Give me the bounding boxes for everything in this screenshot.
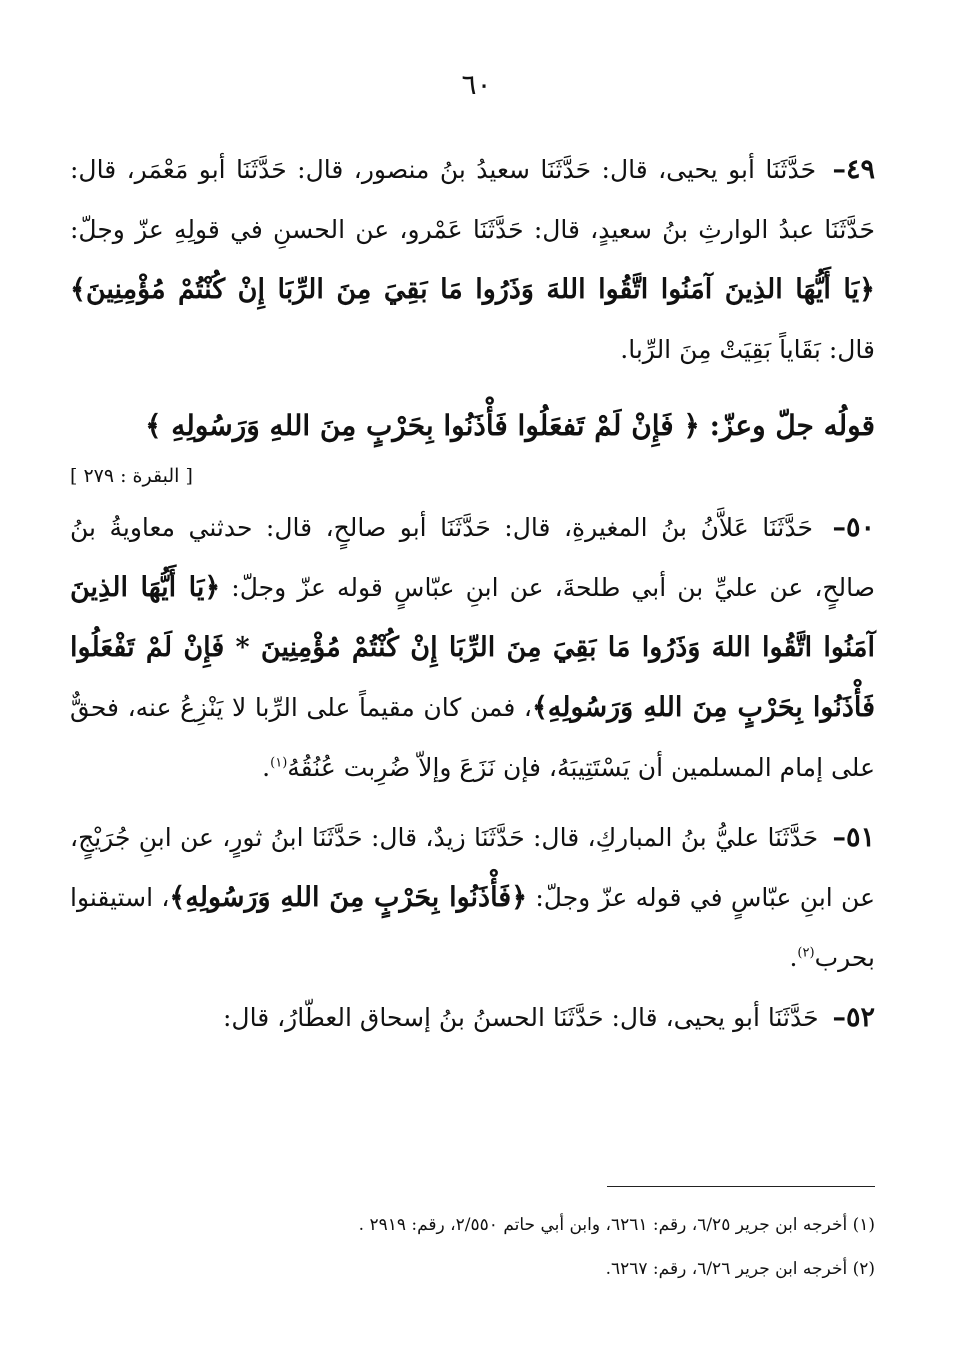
hadith-text: حَدَّثَنَا عَلاَّنُ بنُ المغيرةِ، قال: حَدَّثَنَا أبو صالحٍ، قال: حدثني معاويةُ بنُ صالحٍ، عن عليِّ بن أبي طلحةَ، عن ابنِ عبّاسٍ قوله عزّ وجلّ: <box>70 513 875 602</box>
heading-prefix: قولُه جلّ وعزّ: <box>709 409 875 442</box>
hadith-text: حَدَّثَنَا أبو يحيى، قال: حَدَّثَنَا الحسنُ بنُ إسحاق العطّارُ، قال: <box>222 1003 819 1032</box>
hadith-number: ٥٢– <box>832 1002 875 1033</box>
hadith-51 <box>70 808 875 988</box>
hadith-text-end: . <box>789 943 798 972</box>
hadith-text: ، فمن كان مقيماً على الرِّبا لا يَنْزِعُ عنه، فحقٌّ على إمام المسلمين أن يَسْتَتِيبَهُ، فإن نَزَعَ وإلاّ ضُرِبت عُنُقُهُ <box>70 693 875 782</box>
hadith-text: قال: بَقَاياً بَقِيَتْ مِنَ الرِّبا. <box>620 335 875 364</box>
footnote-2: (٢) أخرجه ابن جرير ٦/٢٦، رقم: ٦٢٦٧. <box>605 1259 875 1279</box>
hadith-text: حَدَّثَنَا أبو يحيى، قال: حَدَّثَنَا سعيدُ بنُ منصور، قال: حَدَّثَنَا أبو مَعْمَر، قال: حَدَّثَنَا عبدُ الوارثِ بنُ سعيدٍ، قال: حَدَّثَنَا عَمْرو، عن الحسنِ في قولِهِ عزّ وجلّ: <box>70 155 875 244</box>
hadith-number: ٥٠– <box>832 512 875 543</box>
footnote-divider <box>607 1186 875 1187</box>
hadith-text: ، استيقنوا بحرب <box>70 883 875 972</box>
hadith-number: ٥١– <box>832 822 875 853</box>
verse-reference: [ البقرة : ٢٧٩ ] <box>70 465 193 487</box>
main-text <box>70 140 875 1048</box>
footnote-marker[interactable]: (١) <box>270 755 288 771</box>
hadith-number: ٤٩– <box>832 154 875 185</box>
hadith-50 <box>70 498 875 798</box>
heading-verse: ﴿ فَإِنْ لَمْ تَفعَلُوا فَأْذَنُوا بِحَرْبٍ مِنَ اللهِ وَرَسُولِهِ ﴾ <box>145 409 700 442</box>
quran-verse: ﴿يَا أَيُّهَا الذِينَ آمَنُوا اتَّقُوا اللهَ وَذَرُوا مَا بَقِيَ مِنَ الرِّبَا إِنْ كُنْتُمْ مُؤْمِنِينَ * فَإِنْ لَمْ تَفْعَلُوا فَأْذَنُوا بِحَرْبٍ مِنَ اللهِ وَرَسُولِهِ﴾ <box>70 572 876 723</box>
hadith-text: حَدَّثَنَا عليُّ بنُ المباركِ، قال: حَدَّثَنَا زيدٌ، قال: حَدَّثَنَا ابنُ ثورٍ، عن ابنِ جُرَيْجٍ، عن ابنِ عبّاسٍ في قوله عزّ وجلّ: <box>70 823 875 912</box>
quran-verse: ﴿فَأْذَنُوا بِحَرْبٍ مِنَ اللهِ وَرَسُولِهِ﴾ <box>169 882 528 913</box>
hadith-49 <box>70 140 875 380</box>
quran-verse: ﴿يَا أَيُّهَا الذِينَ آمَنُوا اتَّقُوا اللهَ وَذَرُوا مَا بَقِيَ مِنَ الرِّبَا إِنْ كُنْتُمْ مُؤْمِنِينَ﴾ <box>70 274 875 305</box>
hadith-52 <box>70 988 875 1048</box>
footnotes <box>78 1203 875 1291</box>
hadith-text-end: . <box>262 753 271 782</box>
section-heading <box>70 396 875 456</box>
page-number: ٦٠ <box>461 68 492 101</box>
footnote-marker[interactable]: (٢) <box>797 945 815 961</box>
footnote-1: (١) أخرجه ابن جرير ٦/٢٥، رقم: ٦٢٦١، وابن أبي حاتم ٢/٥٥٠، رقم: ٢٩١٩ . <box>358 1215 875 1235</box>
